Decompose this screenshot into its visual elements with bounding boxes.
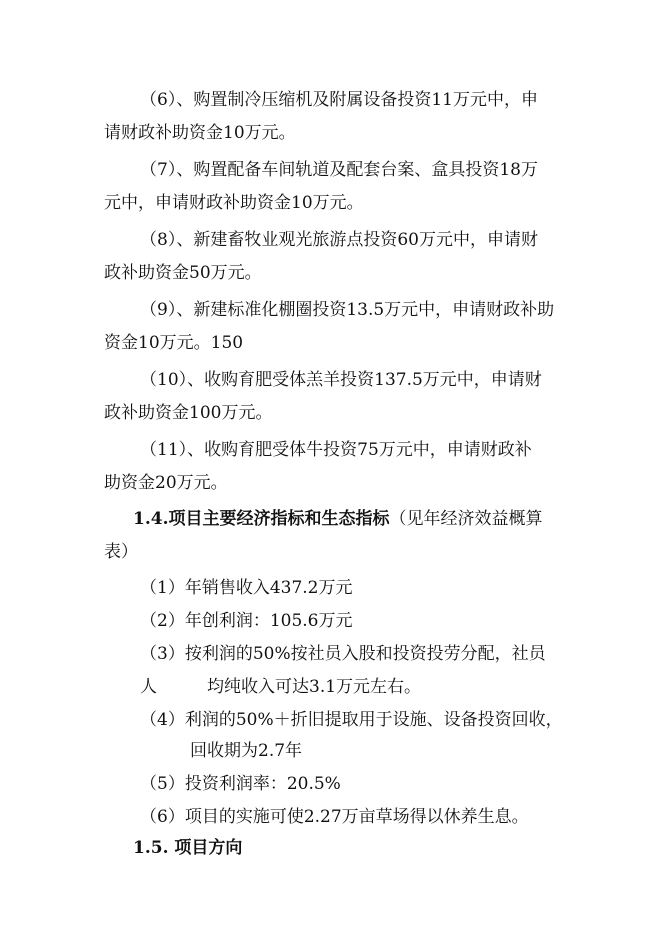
indicator-3-line-2: 均纯收入可达3.1万元左右。 xyxy=(207,677,422,697)
item-10-line-2: 政补助资金100万元。 xyxy=(104,403,273,423)
section-1-4-title-note: （见年经济效益概算 xyxy=(389,509,543,529)
section-1-4-heading xyxy=(133,506,543,532)
indicator-1: （1）年销售收入437.2万元 xyxy=(140,578,353,598)
indicator-2: （2）年创利润：105.6万元 xyxy=(140,611,353,631)
item-7-line-2: 元中，申请财政补助资金10万元。 xyxy=(104,193,364,213)
indicator-6: （6）项目的实施可使2.27万亩草场得以休养生息。 xyxy=(140,807,529,827)
item-9-line-1: （9）、新建标准化棚圈投资13.5万元中，申请财政补助 xyxy=(140,300,555,320)
section-1-5-heading: 1.5. 项目方向 xyxy=(133,838,243,858)
section-1-4-title: 1.4.项目主要经济指标和生态指标 xyxy=(133,509,390,529)
item-6-line-1: （6）、购置制冷压缩机及附属设备投资11万元中，申 xyxy=(140,90,538,110)
section-1-4-heading-cont: 表） xyxy=(104,542,138,562)
indicator-5: （5）投资利润率：20.5% xyxy=(140,774,341,794)
item-9-line-2: 资金10万元。150 xyxy=(104,333,244,353)
item-11-line-1: （11）、收购育肥受体牛投资75万元中，申请财政补 xyxy=(140,440,532,460)
item-8-line-2: 政补助资金50万元。 xyxy=(104,263,262,283)
indicator-4-line-2: 回收期为2.7年 xyxy=(190,741,303,761)
item-7-line-1: （7）、购置配备车间轨道及配套台案、盒具投资18万 xyxy=(140,160,538,180)
indicator-3-line-2-prefix: 人 xyxy=(140,677,157,697)
indicator-3-line-1: （3）按利润的50%按社员入股和投资投劳分配，社员 xyxy=(140,644,546,664)
indicator-4-line-1: （4）利润的50%＋折旧提取用于设施、设备投资回收， xyxy=(140,710,563,730)
item-11-line-2: 助资金20万元。 xyxy=(104,473,228,493)
item-10-line-1: （10）、收购育肥受体羔羊投资137.5万元中，申请财 xyxy=(140,370,542,390)
item-8-line-1: （8）、新建畜牧业观光旅游点投资60万元中，申请财 xyxy=(140,230,538,250)
item-6-line-2: 请财政补助资金10万元。 xyxy=(104,123,296,143)
